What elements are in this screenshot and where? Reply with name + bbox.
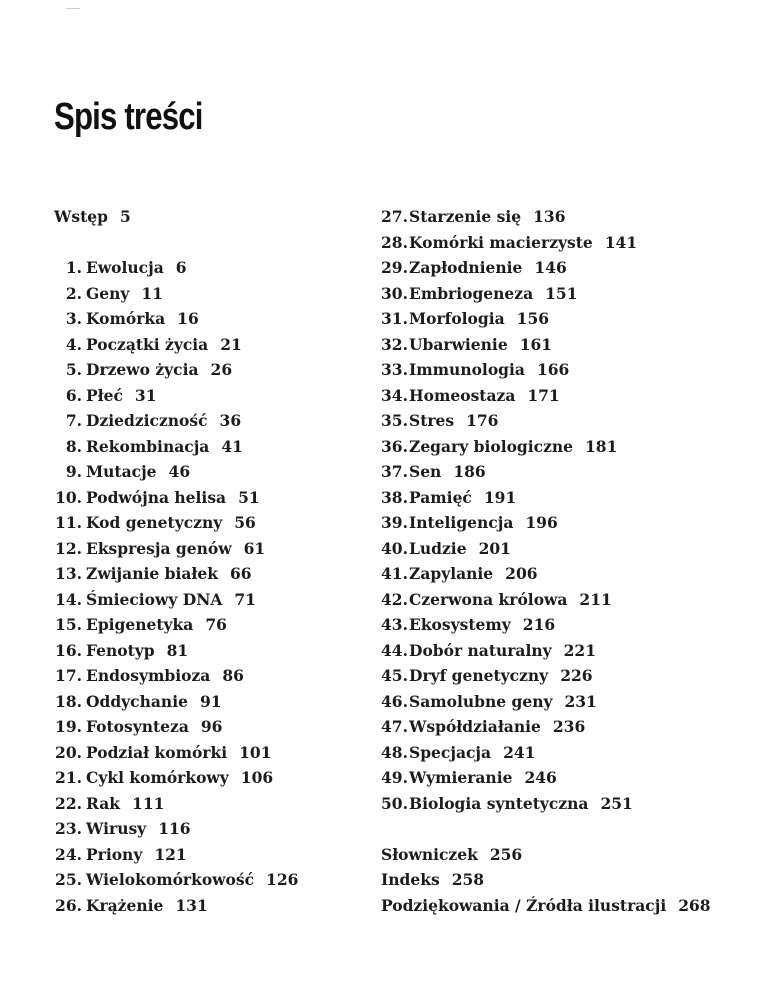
toc-entry-page: 231 (564, 691, 597, 711)
toc-entry-label: Zapłodnienie (409, 258, 523, 277)
toc-entry-label: Ubarwienie (409, 334, 508, 354)
toc-entry-page: 76 (205, 615, 227, 634)
toc-entry-label: Stres (409, 411, 455, 430)
toc-entry-page: 201 (478, 538, 511, 558)
toc-entry-page: 181 (585, 436, 618, 456)
toc-entry (381, 714, 761, 740)
toc-entry-page: 36 (219, 411, 242, 430)
toc-entry (381, 306, 761, 332)
toc-entry-page: 186 (453, 462, 486, 481)
toc-entry-number: 12. (55, 538, 82, 558)
toc-entry-label: Geny (86, 283, 130, 303)
toc-entry-page: 246 (524, 768, 557, 787)
toc-entry-label: Wielokomórkowość (86, 870, 255, 889)
toc-entry-label: Podział komórki (86, 742, 228, 762)
toc-entry-number: 9. (65, 462, 82, 481)
toc-right-column (381, 204, 761, 918)
toc-entry-label: Fotosynteza (86, 717, 189, 736)
toc-entry-number: 42. (381, 589, 408, 609)
toc-entry-number: 10. (55, 487, 82, 507)
toc-entry-label: Podwójna helisa (86, 487, 227, 507)
toc-entry-page: 86 (222, 666, 244, 685)
toc-entry-page: 71 (234, 589, 256, 609)
toc-entry-page: 31 (134, 385, 157, 405)
toc-entry (54, 689, 364, 715)
toc-entry-label: Podziękowania / Źródła ilustracji (381, 895, 667, 915)
page-title: Spis treści (54, 96, 203, 138)
toc-entry (54, 638, 364, 664)
toc-entry-number: 1. (65, 258, 82, 277)
toc-entry (54, 714, 364, 740)
toc-entry-number: 37. (381, 462, 408, 481)
toc-entry-number: 50. (381, 793, 408, 813)
toc-entry (381, 587, 761, 613)
toc-entry-page: 136 (533, 207, 566, 226)
toc-entry (381, 510, 761, 536)
toc-entry-number: 22. (55, 793, 82, 813)
toc-entry-page: 11 (141, 283, 163, 303)
toc-entry-label: Ekspresja genów (86, 538, 232, 558)
toc-entry-number: 45. (381, 666, 408, 685)
toc-entry (54, 485, 364, 511)
toc-entry (381, 485, 761, 511)
toc-entry-number: 18. (55, 691, 82, 711)
toc-entry-label: Komórka (86, 309, 166, 328)
toc-entry-label: Dziedziczność (86, 411, 208, 430)
toc-entry-page: 206 (505, 564, 538, 583)
toc-entry (54, 663, 364, 689)
toc-entry (381, 281, 761, 307)
toc-entry-number: 7. (65, 411, 82, 430)
toc-entry-page: 21 (220, 334, 242, 354)
toc-entry (54, 816, 364, 842)
toc-entry-label: Inteligencja (409, 513, 514, 532)
toc-entry (54, 357, 364, 383)
toc-entry-page: 41 (221, 436, 243, 456)
toc-entry-label: Homeostaza (409, 385, 516, 405)
toc-entry-page: 106 (240, 768, 274, 787)
toc-entry (54, 867, 364, 893)
toc-entry-label: Sen (409, 462, 442, 481)
toc-entry-number: 36. (381, 436, 408, 456)
toc-entry-label: Początki życia (86, 334, 209, 354)
toc-entry (381, 383, 761, 409)
toc-entry (381, 561, 761, 587)
toc-entry-number: 30. (381, 283, 408, 303)
toc-entry-number: 39. (381, 513, 408, 532)
toc-entry-page: 236 (552, 717, 586, 736)
toc-entry-number: 43. (381, 615, 408, 634)
toc-entry (54, 383, 364, 409)
toc-entry-page: 26 (210, 360, 233, 379)
toc-entry (381, 255, 761, 281)
toc-entry (381, 689, 761, 715)
toc-entry-label: Embriogeneza (409, 283, 534, 303)
toc-entry-page: 161 (519, 334, 553, 354)
toc-entry-label: Epigenetyka (86, 615, 194, 634)
toc-entry (381, 765, 761, 791)
toc-entry-page: 256 (489, 844, 523, 864)
toc-entry (54, 842, 364, 868)
toc-entry-number: 14. (55, 589, 82, 609)
toc-entry (381, 408, 761, 434)
toc-entry (381, 638, 761, 664)
toc-entry (54, 765, 364, 791)
toc-entry (381, 867, 761, 893)
toc-entry-number: 8. (65, 436, 82, 456)
toc-entry-page: 116 (158, 819, 191, 838)
toc-entry-page: 131 (175, 895, 208, 915)
toc-entry-number: 21. (55, 768, 82, 787)
toc-entry-number: 34. (381, 385, 408, 405)
toc-entry-page: 101 (239, 742, 272, 762)
toc-entry-number: 6. (65, 385, 82, 405)
toc-entry-number: 17. (55, 666, 82, 685)
toc-entry-page: 251 (600, 793, 633, 813)
toc-entry-label: Pamięć (409, 487, 472, 507)
toc-entry-page: 226 (560, 666, 593, 685)
toc-entry (54, 587, 364, 613)
toc-entry-label: Drzewo życia (86, 360, 199, 379)
toc-entry-page: 56 (234, 513, 256, 532)
toc-entry-label: Krążenie (86, 895, 164, 915)
toc-entry-label: Morfologia (409, 309, 505, 328)
toc-entry-number: 48. (381, 742, 408, 762)
toc-entry-number: 26. (55, 895, 82, 915)
toc-entry (381, 459, 761, 485)
toc-entry-number: 27. (381, 207, 408, 226)
toc-entry-number: 5. (65, 360, 82, 379)
toc-entry-page: 216 (522, 615, 556, 634)
toc-entry-number: 33. (381, 360, 408, 379)
toc-back-matter (381, 842, 761, 919)
toc-entry-page: 16 (177, 309, 199, 328)
toc-entry-page: 51 (238, 487, 260, 507)
toc-entry (381, 204, 761, 230)
toc-entry-label: Indeks (381, 870, 440, 889)
toc-entry-label: Ekosystemy (409, 615, 511, 634)
toc-entry-page: 151 (545, 283, 578, 303)
toc-entry-number: 47. (381, 717, 408, 736)
toc-entry-label: Wstęp (54, 207, 108, 226)
toc-entry (54, 561, 364, 587)
toc-entry-label: Endosymbioza (86, 666, 211, 685)
toc-entry-number: 4. (65, 334, 82, 354)
toc-entry-page: 241 (503, 742, 536, 762)
toc-entry (54, 255, 364, 281)
toc-entry-label: Specjacja (409, 742, 492, 762)
toc-entry (54, 612, 364, 638)
toc-entry (381, 230, 761, 256)
toc-entry-label: Rak (86, 793, 121, 813)
toc-entry (381, 663, 761, 689)
toc-entry-label: Zegary biologiczne (409, 436, 574, 456)
toc-entry-intro (54, 204, 364, 230)
toc-entry-label: Immunologia (409, 360, 525, 379)
toc-entry-page: 268 (678, 895, 711, 915)
toc-entry (381, 612, 761, 638)
toc-entry (54, 332, 364, 358)
toc-entry-page: 196 (525, 513, 558, 532)
toc-entry-page: 221 (563, 640, 596, 660)
toc-entry-number: 46. (381, 691, 408, 711)
toc-entry-page: 111 (132, 793, 165, 813)
toc-entry-label: Kod genetyczny (86, 513, 223, 532)
toc-entry-label: Cykl komórkowy (86, 768, 229, 787)
toc-entry-page: 6 (175, 258, 187, 277)
toc-entry-number: 31. (381, 309, 408, 328)
toc-entry-page: 171 (527, 385, 560, 405)
toc-entry (54, 893, 364, 919)
toc-entry (54, 740, 364, 766)
toc-entry-number: 49. (381, 768, 408, 787)
toc-entry-label: Zwijanie białek (86, 564, 218, 583)
toc-entry-page: 156 (516, 309, 550, 328)
toc-entry (381, 740, 761, 766)
toc-entry-number: 16. (55, 640, 82, 660)
toc-entry-label: Śmieciowy DNA (86, 589, 223, 609)
toc-entry-label: Rekombinacja (86, 436, 210, 456)
toc-entry-page: 46 (168, 462, 191, 481)
toc-entry-page: 146 (534, 258, 567, 277)
toc-entry-label: Zapylanie (409, 564, 494, 583)
toc-entry (381, 357, 761, 383)
toc-entry (54, 408, 364, 434)
toc-entry-number: 3. (65, 309, 82, 328)
toc-entry-page: 66 (229, 564, 252, 583)
toc-entry-label: Ludzie (409, 538, 467, 558)
toc-entry-label: Płeć (86, 385, 123, 405)
toc-list-right (381, 204, 761, 816)
toc-entry-page: 166 (536, 360, 570, 379)
toc-entry-label: Fenotyp (86, 640, 155, 660)
toc-entry-number: 40. (381, 538, 408, 558)
toc-entry-label: Dryf genetyczny (409, 666, 549, 685)
toc-entry-label: Wymieranie (409, 768, 513, 787)
toc-entry (54, 306, 364, 332)
toc-entry-number: 28. (381, 232, 408, 252)
toc-list-left (54, 255, 364, 918)
toc-entry (54, 281, 364, 307)
toc-entry (381, 434, 761, 460)
toc-entry-number: 19. (55, 717, 82, 736)
toc-entry (54, 510, 364, 536)
toc-entry-page: 91 (199, 691, 222, 711)
toc-entry-label: Starzenie się (409, 207, 522, 226)
toc-entry-number: 20. (55, 742, 82, 762)
toc-entry-page: 126 (266, 870, 299, 889)
toc-entry (54, 536, 364, 562)
toc-entry-page: 121 (154, 844, 187, 864)
toc-entry-page: 61 (243, 538, 266, 558)
toc-entry-label: Wirusy (86, 819, 147, 838)
toc-left-column (54, 204, 364, 918)
toc-entry-number: 2. (65, 283, 82, 303)
toc-entry-number: 35. (381, 411, 408, 430)
toc-entry (381, 893, 761, 919)
toc-entry-page: 176 (466, 411, 499, 430)
toc-entry (54, 459, 364, 485)
toc-entry-number: 24. (55, 844, 82, 864)
toc-entry-page: 96 (200, 717, 223, 736)
toc-entry-page: 211 (579, 589, 612, 609)
toc-entry-number: 15. (55, 615, 82, 634)
toc-entry-page: 191 (483, 487, 517, 507)
toc-entry-page: 81 (166, 640, 189, 660)
toc-entry-number: 23. (55, 819, 82, 838)
toc-entry-number: 11. (55, 513, 82, 532)
toc-entry-number: 32. (381, 334, 408, 354)
toc-entry (54, 434, 364, 460)
toc-entry-label: Biologia syntetyczna (409, 793, 589, 813)
toc-entry-label: Samolubne geny (409, 691, 553, 711)
toc-entry-label: Słowniczek (381, 844, 478, 864)
toc-entry-number: 13. (55, 564, 82, 583)
toc-entry (381, 791, 761, 817)
toc-entry-label: Mutacje (86, 462, 157, 481)
toc-entry-page: 141 (604, 232, 638, 252)
toc-entry-page: 258 (451, 870, 485, 889)
toc-entry-label: Dobór naturalny (409, 640, 552, 660)
toc-entry-number: 41. (381, 564, 408, 583)
toc-entry-label: Ewolucja (86, 258, 164, 277)
toc-entry-number: 29. (381, 258, 408, 277)
toc-entry (381, 332, 761, 358)
toc-entry-label: Priony (86, 844, 143, 864)
toc-entry (54, 791, 364, 817)
toc-entry-label: Współdziałanie (409, 717, 541, 736)
scan-mark (66, 8, 80, 13)
toc-entry (381, 842, 761, 868)
toc-entry-number: 25. (55, 870, 82, 889)
toc-entry-label: Oddychanie (86, 691, 188, 711)
toc-entry-label: Komórki macierzyste (409, 232, 593, 252)
toc-entry-page: 5 (120, 207, 131, 226)
toc-entry (381, 536, 761, 562)
toc-entry-number: 38. (381, 487, 408, 507)
toc-entry-label: Czerwona królowa (409, 589, 568, 609)
toc-entry-number: 44. (381, 640, 408, 660)
